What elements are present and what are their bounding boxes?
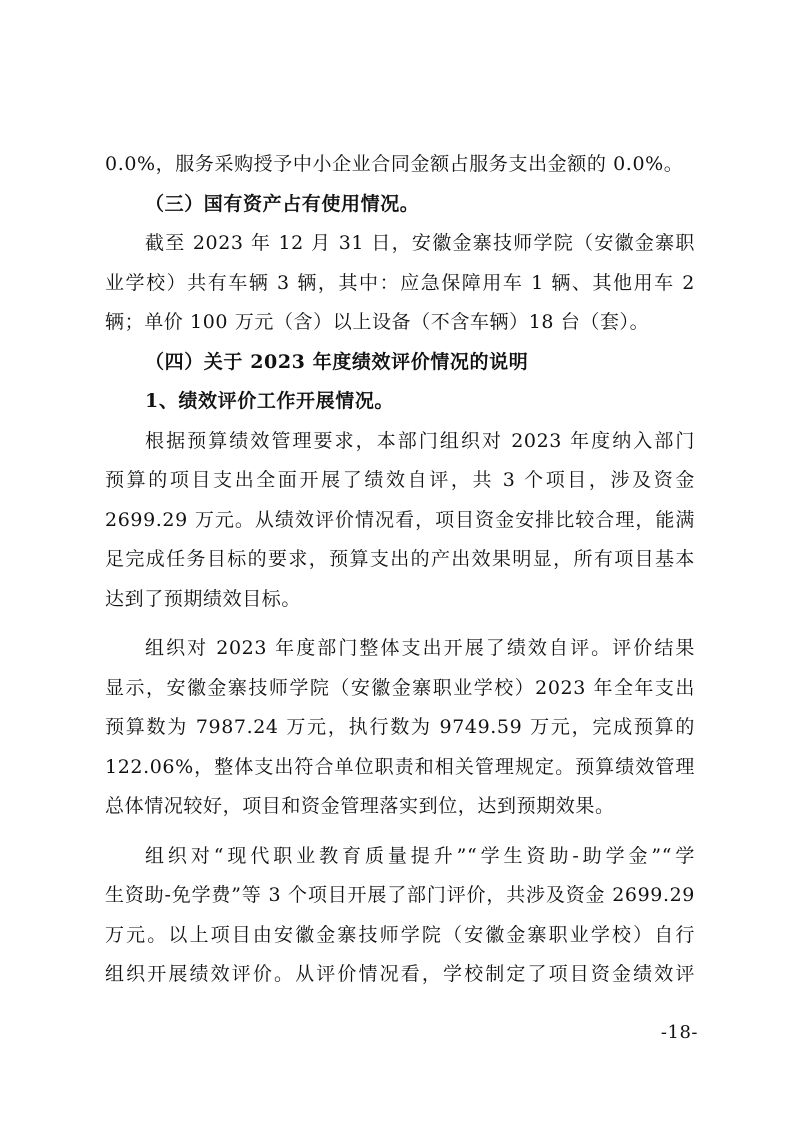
text-line: 预算的项目支出全面开展了绩效自评，共 3 个项目，涉及资金 (105, 469, 695, 491)
text-line: 达到了预期绩效目标。 (105, 587, 302, 610)
document-body (105, 145, 695, 995)
paragraph-project-evaluation (105, 422, 695, 620)
text-line: 根据预算绩效管理要求，本部门组织对 2023 年度纳入部门 (145, 429, 695, 452)
page-number: -18- (660, 1022, 698, 1043)
text-line: 业学校）共有车辆 3 辆，其中：应急保障用车 1 辆、其他用车 2 (105, 271, 695, 294)
text-line: 0.0%，服务采购授予中小企业合同金额占服务支出金额的 0.0%。 (105, 153, 684, 175)
text-line: 122.06%，整体支出符合单位职责和相关管理规定。预算绩效管理 (105, 755, 695, 778)
text-line: 2699.29 万元。从绩效评价情况看，项目资金安排比较合理，能满 (105, 508, 695, 531)
text-line: 组织开展绩效评价。从评价情况看，学校制定了项目资金绩效评 (105, 963, 695, 985)
section-heading-3 (105, 185, 695, 225)
section-heading-4 (105, 343, 695, 383)
text-line: 生资助-免学费”等 3 个项目开展了部门评价，共涉及资金 2699.29 (105, 884, 695, 906)
paragraph-overall-evaluation (105, 629, 695, 827)
text-line: 足完成任务目标的要求，预算支出的产出效果明显，所有项目基本 (105, 548, 695, 570)
heading-line: 1、绩效评价工作开展情况。 (145, 390, 395, 412)
text-line: 总体情况较好，项目和资金管理落实到位，达到预期效果。 (105, 795, 615, 817)
paragraph-department-evaluation (105, 837, 695, 995)
text-line: 截至 2023 年 12 月 31 日，安徽金寨技师学院（安徽金寨职 (145, 232, 695, 254)
text-line: 万元。以上项目由安徽金寨技师学院（安徽金寨职业学校）自行 (105, 923, 695, 946)
heading-line: （三）国有资产占有使用情况。 (145, 192, 420, 215)
paragraph-continuation (105, 145, 695, 185)
text-line: 辆；单价 100 万元（含）以上设备（不含车辆）18 台（套）。 (105, 311, 650, 333)
heading-line: （四）关于 2023 年度绩效评价情况的说明 (145, 350, 529, 373)
paragraph-assets (105, 224, 695, 343)
text-line: 预算数为 7987.24 万元，执行数为 9749.59 万元，完成预算的 (105, 716, 695, 738)
paragraph-gap (105, 827, 695, 837)
text-line: 显示，安徽金寨技师学院（安徽金寨职业学校）2023 年全年支出 (105, 676, 695, 699)
subsection-heading-1 (105, 382, 695, 422)
text-line: 组织对 2023 年度部门整体支出开展了绩效自评。评价结果 (145, 637, 695, 659)
text-line: 组织对“现代职业教育质量提升”“学生资助-助学金”“学 (145, 844, 695, 867)
paragraph-gap (105, 619, 695, 629)
